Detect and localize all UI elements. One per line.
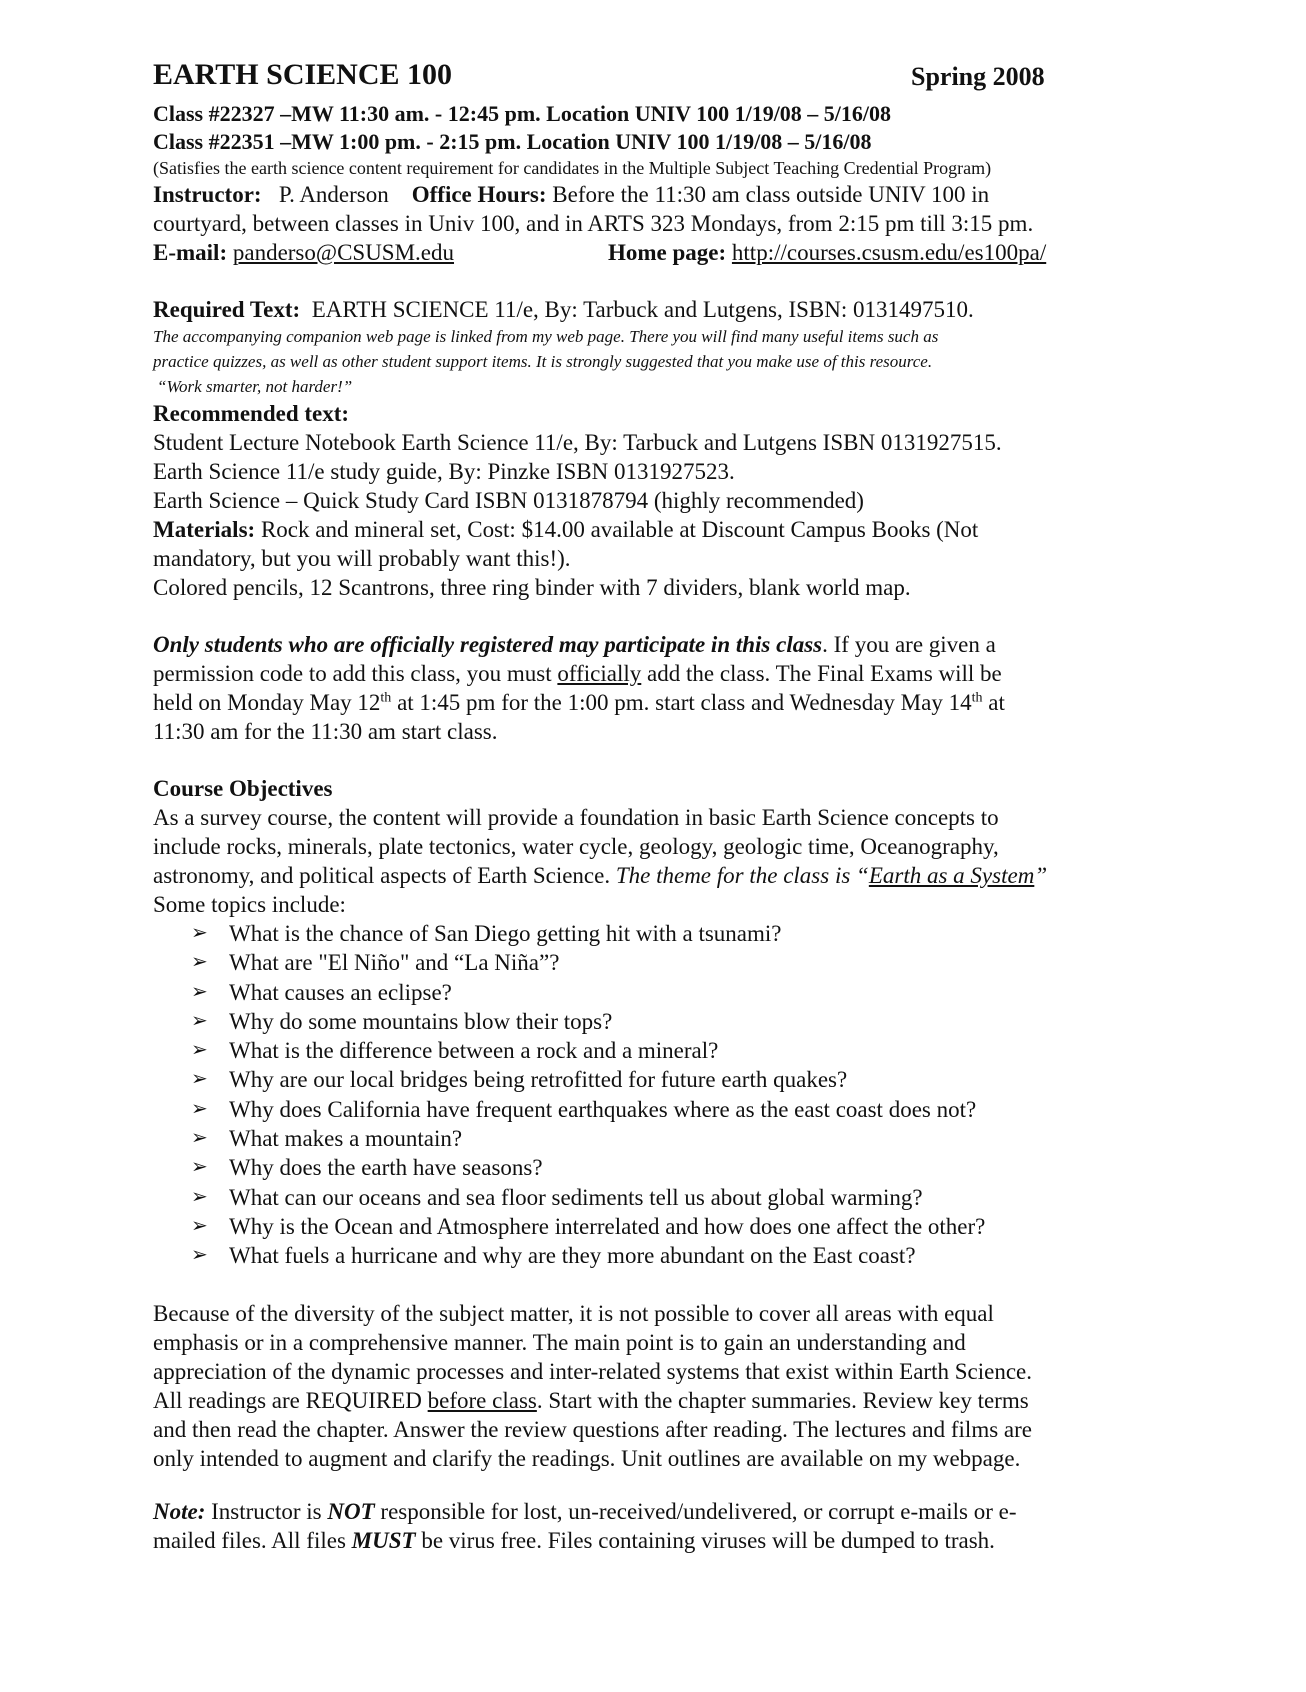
arrow-bullet-icon: ➢	[191, 1185, 208, 1208]
topic-text: What can our oceans and sea floor sediments tell us about global warming?	[229, 1184, 923, 1210]
list-item	[191, 1183, 1163, 1212]
topic-text: Why are our local bridges being retrofitted for future earth quakes?	[229, 1067, 848, 1093]
note-text: mailed files. All files	[153, 1527, 352, 1553]
arrow-bullet-icon: ➢	[191, 1214, 208, 1237]
office-hours-label: Office Hours:	[411, 182, 547, 207]
arrow-bullet-icon: ➢	[191, 1009, 208, 1032]
header	[153, 58, 1163, 98]
objectives-line-2: include rocks, minerals, plate tectonics, water cycle, geology, geologic time, Oceanography,	[153, 834, 999, 859]
list-item	[191, 1212, 1163, 1241]
email-link[interactable]: panderso@CSUSM.edu	[232, 240, 455, 265]
diversity-text: All readings are REQUIRED	[153, 1387, 428, 1413]
note-text: be virus free. Files containing viruses will be dumped to trash.	[415, 1527, 995, 1553]
companion-note-1: The accompanying companion web page is linked from my web page. There you will find many useful items such as	[153, 327, 939, 346]
theme-underlined: Earth as a System	[868, 863, 1035, 888]
satisfies-note: (Satisfies the earth science content requirement for candidates in the Multiple Subject Teaching Credential Program)	[153, 158, 992, 178]
diversity-line-4	[153, 1386, 1163, 1415]
list-item	[191, 1124, 1163, 1153]
list-item	[191, 1095, 1163, 1124]
registration-line-3	[153, 688, 1163, 717]
companion-note-3: “Work smarter, not harder!”	[157, 377, 353, 396]
materials-line-3: Colored pencils, 12 Scantrons, three ring binder with 7 dividers, blank world map.	[153, 575, 911, 600]
home-page-link[interactable]: http://courses.csusm.edu/es100pa/	[731, 240, 1047, 265]
arrow-bullet-icon: ➢	[191, 1039, 208, 1062]
registration-emphasis: Only students who are officially registered may participate in this class	[153, 632, 823, 657]
registration-text: . If you are given a	[822, 632, 996, 657]
diversity-line-5: and then read the chapter. Answer the review questions after reading. The lectures and films are	[153, 1416, 1032, 1442]
recommended-item: Student Lecture Notebook Earth Science 11/e, By: Tarbuck and Lutgens ISBN 0131927515.	[153, 430, 1002, 455]
recommended-heading: Recommended text:	[153, 401, 350, 426]
course-title: EARTH SCIENCE 100	[153, 58, 453, 91]
arrow-bullet-icon: ➢	[191, 1068, 208, 1091]
diversity-line-2: emphasis or in a comprehensive manner. The main point is to gain an understanding and	[153, 1329, 966, 1355]
final-exam-text: at 1:45 pm for the 1:00 pm. start class and Wednesday May 14	[391, 690, 972, 715]
theme-text	[616, 863, 1047, 888]
note-emphasis-must: MUST	[351, 1527, 416, 1553]
registration-text: permission code to add this class, you must	[153, 661, 558, 686]
registration-line-4: 11:30 am for the 11:30 am start class.	[153, 719, 498, 744]
materials-line-1	[153, 515, 1163, 544]
topic-text: Why does the earth have seasons?	[229, 1155, 543, 1181]
note-label: Note:	[153, 1498, 206, 1524]
topic-text: What are "El Niño" and “La Niña”?	[229, 950, 560, 976]
topic-text: What is the chance of San Diego getting hit with a tsunami?	[229, 921, 782, 946]
office-hours-text-2: courtyard, between classes in Univ 100, and in ARTS 323 Mondays, from 2:15 pm till 3:15 pm.	[153, 211, 1034, 236]
office-hours-text-1: Before the 11:30 am class outside UNIV 100 in	[552, 182, 990, 207]
required-text-value: EARTH SCIENCE 11/e, By: Tarbuck and Lutgens, ISBN: 0131497510.	[311, 297, 974, 322]
diversity-line-1: Because of the diversity of the subject matter, it is not possible to cover all areas with equal	[153, 1300, 994, 1326]
home-page	[608, 238, 1046, 267]
recommended-item: Earth Science – Quick Study Card ISBN 0131878794 (highly recommended)	[153, 488, 864, 513]
list-item	[191, 978, 1163, 1007]
list-item	[191, 1036, 1163, 1065]
required-text-label: Required Text:	[153, 297, 301, 322]
arrow-bullet-icon: ➢	[191, 1097, 208, 1120]
list-item	[191, 1241, 1163, 1270]
note-text: responsible for lost, un-received/undelivered, or corrupt e-mails or e-	[374, 1498, 1017, 1524]
recommended-item: Earth Science 11/e study guide, By: Pinzke ISBN 0131927523.	[153, 459, 735, 484]
instructor-label: Instructor:	[153, 182, 262, 207]
required-text-line	[153, 295, 1163, 324]
note-text: Instructor is	[205, 1498, 328, 1524]
list-item	[191, 919, 1163, 948]
topic-text: What fuels a hurricane and why are they more abundant on the East coast?	[229, 1243, 916, 1269]
materials-text-1: Rock and mineral set, Cost: $14.00 available at Discount Campus Books (Not	[260, 517, 979, 542]
objectives-line-4: Some topics include:	[153, 892, 346, 917]
materials-label: Materials:	[153, 517, 256, 542]
term-label: Spring 2008	[911, 62, 1045, 91]
objectives-text: astronomy, and political aspects of Earth Science.	[153, 863, 616, 888]
ordinal-suffix: th	[380, 690, 392, 706]
note-line-2	[153, 1526, 1163, 1555]
arrow-bullet-icon: ➢	[191, 1156, 208, 1179]
final-exam-text: at	[982, 690, 1005, 715]
arrow-bullet-icon: ➢	[191, 980, 208, 1003]
before-class-underlined: before class	[427, 1387, 537, 1413]
companion-note-2: practice quizzes, as well as other student support items. It is strongly suggested that you make use of this resource.	[153, 352, 933, 371]
contact-row	[153, 238, 1163, 267]
arrow-bullet-icon: ➢	[191, 951, 208, 974]
list-item	[191, 1153, 1163, 1182]
theme-suffix: ”	[1034, 863, 1048, 888]
syllabus-page	[153, 58, 1163, 1555]
list-item	[191, 1007, 1163, 1036]
topic-text: What causes an eclipse?	[229, 979, 452, 1005]
topic-text: What makes a mountain?	[229, 1126, 463, 1152]
list-item	[191, 948, 1163, 977]
instructor-line	[153, 180, 1163, 209]
registration-line-1	[153, 630, 1163, 659]
arrow-bullet-icon: ➢	[191, 922, 208, 944]
topic-text: Why does California have frequent earthquakes where as the east coast does not?	[229, 1096, 977, 1122]
class-line-2: Class #22351 –MW 1:00 pm. - 2:15 pm. Location UNIV 100 1/19/08 – 5/16/08	[153, 129, 872, 154]
note-emphasis-not: NOT	[327, 1498, 375, 1524]
home-page-label: Home page:	[608, 240, 727, 265]
objectives-line-3	[153, 861, 1163, 890]
note-line-1	[153, 1497, 1163, 1526]
list-item	[191, 1065, 1163, 1094]
topic-text: Why is the Ocean and Atmosphere interrelated and how does one affect the other?	[229, 1213, 986, 1239]
materials-line-2: mandatory, but you will probably want this!).	[153, 546, 571, 571]
topic-text: What is the difference between a rock and a mineral?	[229, 1038, 719, 1064]
registration-text: add the class. The Final Exams will be	[641, 661, 1002, 686]
email-label: E-mail:	[153, 240, 228, 265]
registration-line-2	[153, 659, 1163, 688]
objectives-line-1: As a survey course, the content will provide a foundation in basic Earth Science concepts to	[153, 805, 999, 830]
final-exam-text: held on Monday May 12	[153, 690, 381, 715]
officially-underlined: officially	[557, 661, 642, 686]
diversity-line-6: only intended to augment and clarify the readings. Unit outlines are available on my webpage.	[153, 1445, 1021, 1471]
theme-prefix: The theme for the class is “	[615, 863, 869, 888]
objectives-heading: Course Objectives	[153, 776, 333, 801]
diversity-text: . Start with the chapter summaries. Review key terms	[536, 1387, 1029, 1413]
instructor-name: P. Anderson	[278, 182, 389, 207]
arrow-bullet-icon: ➢	[191, 1127, 208, 1150]
ordinal-suffix: th	[971, 690, 983, 706]
class-line-1: Class #22327 –MW 11:30 am. - 12:45 pm. Location UNIV 100 1/19/08 – 5/16/08	[153, 101, 892, 126]
diversity-line-3: appreciation of the dynamic processes and inter-related systems that exist within Earth Science.	[153, 1358, 1032, 1384]
arrow-bullet-icon: ➢	[191, 1244, 208, 1267]
topics-list	[153, 919, 1163, 1271]
topic-text: Why do some mountains blow their tops?	[229, 1008, 613, 1034]
